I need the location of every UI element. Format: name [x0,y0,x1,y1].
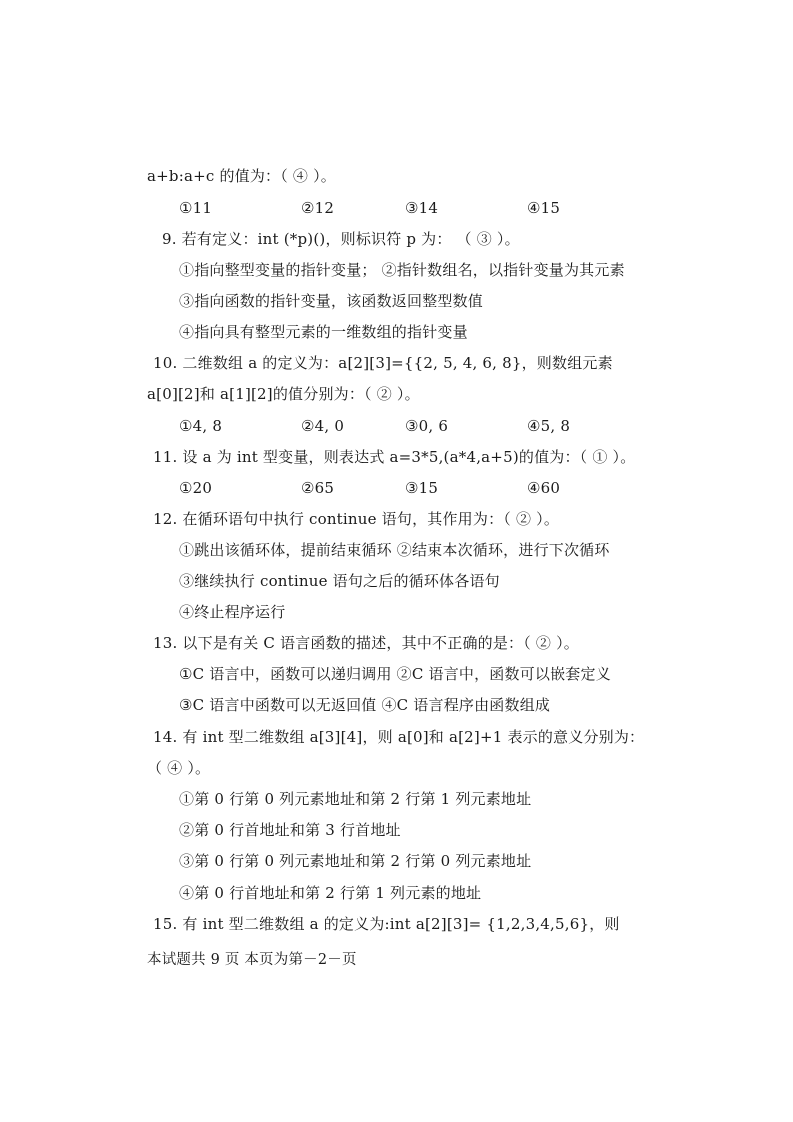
option-2: ②12 [301,199,335,217]
question-13-option-line: ①C 语言中，函数可以递归调用 ②C 语言中，函数可以嵌套定义 [179,665,611,683]
question-12-option-line: ③继续执行 continue 语句之后的循环体各语句 [179,572,500,590]
question-9-option-line: ①指向整型变量的指针变量； ②指针数组名，以指针变量为其元素 [179,261,625,279]
question-9-option-line: ④指向具有整型元素的一维数组的指针变量 [179,323,468,341]
option-2: ②4, 0 [301,417,345,435]
option-2: ②65 [301,479,335,497]
option-1: ①20 [179,479,213,497]
question-13-option-line: ③C 语言中函数可以无返回值 ④C 语言程序由函数组成 [179,696,551,714]
question-10-continuation: a[0][2]和 a[1][2]的值分别为：（ ② ）。 [147,385,420,403]
question-9-option-line: ③指向函数的指针变量，该函数返回整型数值 [179,292,484,310]
question-14: 14. 有 int 型二维数组 a[3][4]，则 a[0]和 a[2]+1 表示的意义分别为： [153,728,645,746]
option-3: ③14 [405,199,439,217]
question-14-option-line: ①第 0 行第 0 列元素地址和第 2 行第 1 列元素地址 [179,790,532,808]
option-4: ④5, 8 [527,417,571,435]
question-8-options [179,198,560,218]
question-12-option-line: ①跳出该循环体，提前结束循环 ②结束本次循环，进行下次循环 [179,541,610,559]
question-10: 10. 二维数组 a 的定义为：a[2][3]={{2, 5, 4, 6, 8}，则数组元素 [153,354,613,372]
option-1: ①11 [179,199,213,217]
question-10-options [179,416,570,436]
question-14-option-line: ②第 0 行首地址和第 3 行首地址 [179,821,401,839]
option-4: ④60 [527,479,561,497]
option-4: ④15 [527,199,561,217]
question-13: 13. 以下是有关 C 语言函数的描述，其中不正确的是：（ ② ）。 [153,634,579,652]
question-8-tail: a+b:a+c 的值为：（ ④ ）。 [147,167,336,185]
question-12: 12. 在循环语句中执行 continue 语句，其作用为：（ ② ）。 [153,510,560,528]
question-11: 11. 设 a 为 int 型变量，则表达式 a=3*5,(a*4,a+5)的值为：（ ① ）。 [153,448,636,466]
question-14-option-line: ④第 0 行首地址和第 2 行第 1 列元素的地址 [179,884,482,902]
question-14-option-line: ③第 0 行第 0 列元素地址和第 2 行第 0 列元素地址 [179,852,532,870]
option-1: ①4, 8 [179,417,223,435]
question-11-options [179,478,560,498]
question-12-option-line: ④终止程序运行 [179,603,286,621]
option-3: ③0, 6 [405,417,449,435]
page-footer: 本试题共 9 页 本页为第－2－页 [147,952,357,968]
option-3: ③15 [405,479,439,497]
question-9: 9. 若有定义：int (*p)()，则标识符 p 为： （ ③ ）。 [162,230,520,248]
question-14-continuation: （ ④ ）。 [147,759,211,777]
question-15: 15. 有 int 型二维数组 a 的定义为:int a[2][3]= {1,2,3,4,5,6}，则 [153,915,620,933]
